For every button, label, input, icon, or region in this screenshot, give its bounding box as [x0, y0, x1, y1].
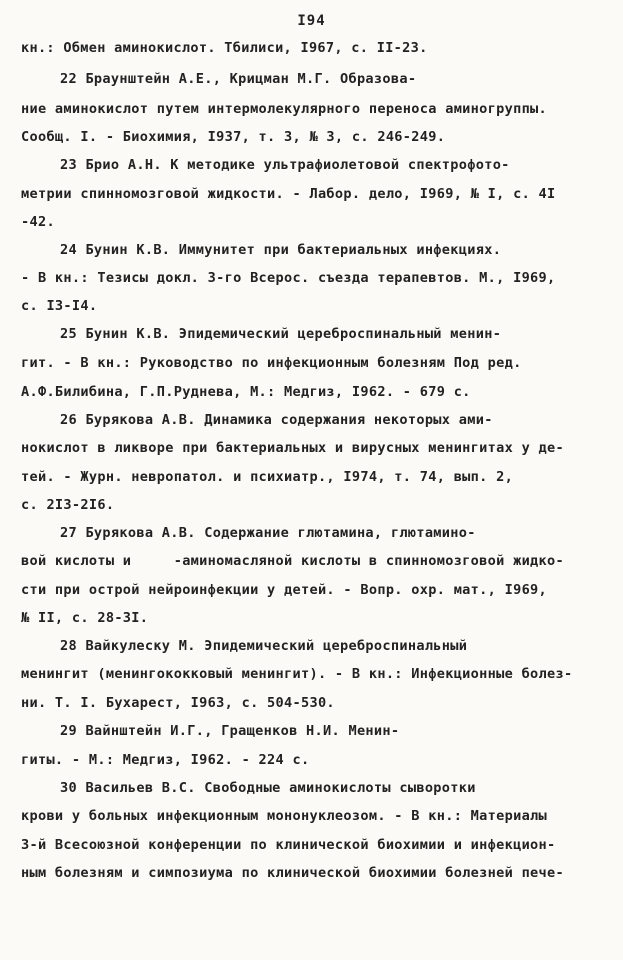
text-line: гит. - В кн.: Руководство по инфекционным болезням Под ред. — [21, 355, 522, 371]
entry-26-line-1: 26 Бурякова А.В. Динамика содержания некоторых ами- — [60, 412, 493, 428]
entry-23-line-1: 23 Брио А.Н. К методике ультрафиолетовой спектрофото- — [60, 157, 510, 173]
text-line: тей. - Журн. невропатол. и психиатр., I974, т. 74, вып. 2, — [21, 469, 514, 485]
text-line: -42. — [21, 214, 55, 230]
text-line: крови у больных инфекционным мононуклеозом. - В кн.: Материалы — [21, 808, 548, 824]
text-line: нокислот в ликворе при бактериальных и вирусных менингитах у де- — [21, 440, 564, 456]
entry-29-line-1: 29 Вайнштейн И.Г., Гращенков Н.И. Менин- — [60, 723, 400, 739]
text-line: Сообщ. I. - Биохимия, I937, т. 3, № 3, с. 246-249. — [21, 129, 446, 145]
text-line: ние аминокислот путем интермолекулярного переноса аминогруппы. — [21, 101, 548, 117]
entry-30-line-1: 30 Васильев В.С. Свободные аминокислоты сыворотки — [60, 780, 476, 796]
text-line: вой кислоты и -аминомасляной кислоты в спинномозговой жидко- — [21, 553, 564, 569]
entry-27-line-1: 27 Бурякова А.В. Содержание глютамина, глютамино- — [60, 525, 476, 541]
text-line: менингит (менингококковый менингит). - В кн.: Инфекционные болез- — [21, 666, 573, 682]
text-line: с. I3-I4. — [21, 298, 98, 314]
page-number: I94 — [297, 13, 326, 29]
entry-25-line-1: 25 Бунин К.В. Эпидемический цереброспинальный менин- — [60, 326, 502, 342]
text-line: сти при острой нейроинфекции у детей. - Вопр. охр. мат., I969, — [21, 582, 548, 598]
entry-28-line-1: 28 Вайкулеску М. Эпидемический цереброспинальный — [60, 638, 468, 654]
text-line: А.Ф.Билибина, Г.П.Руднева, М.: Медгиз, I962. - 679 с. — [21, 384, 471, 400]
entry-22-line-1: 22 Браунштейн А.Е., Крицман М.Г. Образова- — [60, 71, 417, 87]
text-line: 3-й Всесоюзной конференции по клинической биохимии и инфекцион- — [21, 837, 556, 853]
text-line: ным болезням и симпозиума по клинической биохимии болезней пече- — [21, 865, 564, 881]
text-line: - В кн.: Тезисы докл. 3-го Всерос. съезда терапевтов. М., I969, — [21, 270, 556, 286]
text-line: с. 2I3-2I6. — [21, 497, 115, 513]
text-line: гиты. - М.: Медгиз, I962. - 224 с. — [21, 752, 310, 768]
text-line: № II, с. 28-3I. — [21, 610, 149, 626]
entry-24-line-1: 24 Бунин К.В. Иммунитет при бактериальных инфекциях. — [60, 242, 502, 258]
text-line: кн.: Обмен аминокислот. Тбилиси, I967, с. II-23. — [21, 40, 428, 56]
text-line: метрии спинномозговой жидкости. - Лабор. дело, I969, № I, с. 4I — [21, 186, 556, 202]
text-line: ни. Т. I. Бухарест, I963, с. 504-530. — [21, 695, 335, 711]
